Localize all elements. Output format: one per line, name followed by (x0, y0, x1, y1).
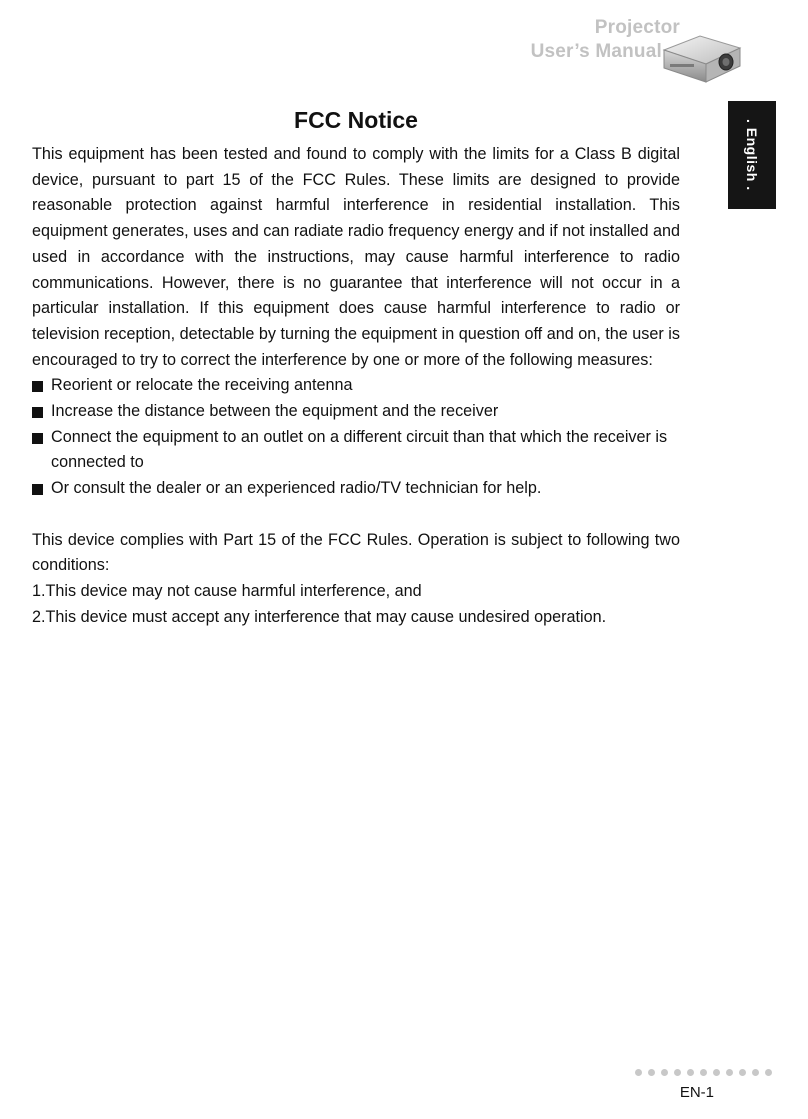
condition-1: 1.This device may not cause harmful interference, and (32, 581, 422, 600)
square-bullet-icon (32, 484, 43, 495)
dot-icon (648, 1069, 655, 1076)
projector-icon (656, 24, 746, 90)
page-title: FCC Notice (294, 107, 418, 133)
dot-icon (661, 1069, 668, 1076)
square-bullet-icon (32, 407, 43, 418)
fcc-notice-content (32, 104, 680, 630)
intro-paragraph: This equipment has been tested and found to comply with the limits for a Class B digital device, pursuant to part 15 of the FCC Rules. These limits are designed to provide reasonable protection against harmful interference in residential installation. This equipment generates, uses and can radiate radio frequency energy and if not installed and used in accordance with the instructions, may cause harmful interference to radio communications. However, there is no guarantee that interference will not occur in a particular installation. If this equipment does cause harmful interference to radio or television reception, detectable by turning the equipment in question off and on, the user is encouraged to try to correct the interference by one or more of the following measures: (32, 145, 680, 369)
dot-icon (726, 1069, 733, 1076)
manual-header (476, 14, 746, 84)
dot-icon (765, 1069, 772, 1076)
list-item (32, 425, 680, 476)
list-item (32, 476, 680, 502)
square-bullet-icon (32, 381, 43, 392)
page-number: EN-1 (679, 1084, 714, 1101)
list-item (32, 373, 680, 399)
measure-text: Reorient or relocate the receiving antenna (51, 376, 353, 395)
measure-text: Increase the distance between the equipment and the receiver (51, 402, 499, 421)
dot-icon (635, 1069, 642, 1076)
dot-icon (739, 1069, 746, 1076)
dot-icon (700, 1069, 707, 1076)
compliance-paragraph: This device complies with Part 15 of the FCC Rules. Operation is subject to following two conditions: (32, 530, 680, 575)
measure-text: Or consult the dealer or an experienced radio/TV technician for help. (51, 479, 542, 498)
measure-text: Connect the equipment to an outlet on a different circuit than that which the receiver is connected to (51, 427, 668, 472)
square-bullet-icon (32, 433, 43, 444)
header-title-manual: User’s Manual (530, 41, 662, 62)
paragraph-spacer (32, 502, 680, 528)
dot-icon (713, 1069, 720, 1076)
language-tab-label: . English . (744, 119, 760, 191)
dot-icon (687, 1069, 694, 1076)
header-title-projector: Projector (594, 17, 680, 38)
measures-list (32, 373, 680, 502)
list-item (32, 399, 680, 425)
condition-2: 2.This device must accept any interference that may cause undesired operation. (32, 607, 607, 626)
dot-icon (752, 1069, 759, 1076)
footer-dots (635, 1069, 772, 1076)
language-tab (728, 101, 776, 209)
dot-icon (674, 1069, 681, 1076)
